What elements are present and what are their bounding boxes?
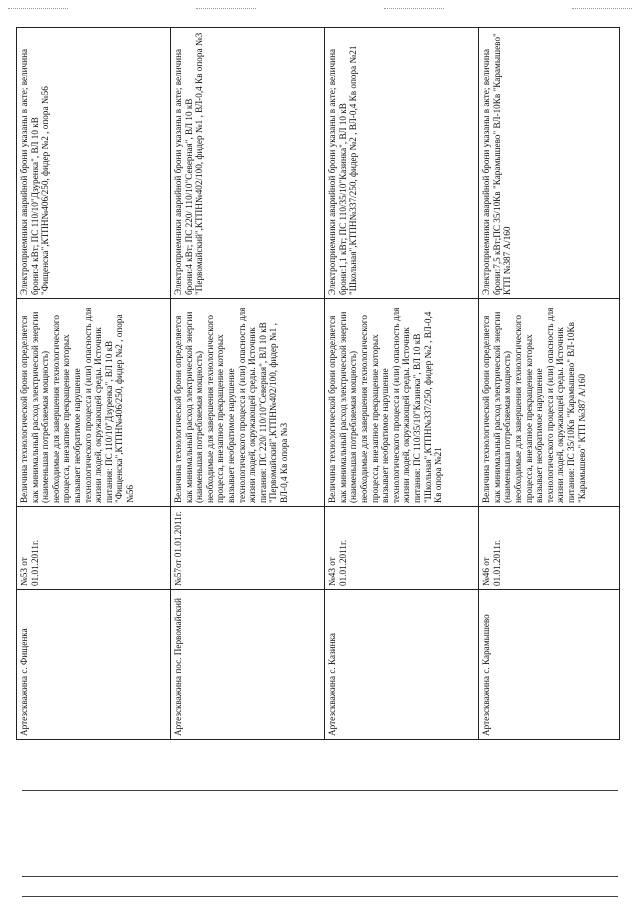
cell-document: №57от 01.01.2011г. <box>171 507 325 590</box>
scan-mark <box>8 8 68 9</box>
cell-act-details: Электроприемники аварийной брони указаны в акте; величина брони:4 кВт; ПС 110/10"Дзуренка", ВЛ 10 кВ "Фищенска",КТПН№406/250, фидер №2 , опора №56 <box>17 28 171 299</box>
cell-document: №53 от 01.01.2011г. <box>17 507 171 590</box>
cell-location: Артезскважина с. Казинка <box>325 590 479 740</box>
scan-mark <box>384 8 444 9</box>
cell-reserve-value: Величина технологической брони определяется как минимальный расход электрической энергии (наименьшая потребляемая мощность) необходимые для завершения технологического процесса, внезапное прекращение которых вызывает необратимое нарушение технологического процесса и (или) опасность для жизни людей, окружающей среды. Источник питания: ПС 220/ 110/10"Северная", ВЛ 10 кВ "Первомайский",КТПН№402/100, фидер №1 , ВЛ-0,4 Кв опора №3 <box>171 299 325 507</box>
table-row <box>17 28 171 740</box>
cell-document: №43 от 01.01.2011г. <box>325 507 479 590</box>
table-row <box>171 28 325 740</box>
scan-mark <box>196 8 256 9</box>
cell-act-details: Электроприемники аварийной брони указаны в акте; величина брони:4 кВт; ПС 220/ 110/10"Северная", ВЛ 10 кВ "Первомайский",КТПН№402/100, фидер №1 , ВЛ-0,4 Кв опора №3 <box>171 28 325 299</box>
cell-reserve-value: Величина технологической брони определяется как минимальный расход электрической энергии (наименьшая потребляемая мощность) необходимые для завершения технологического процесса, внезапное прекращение которых вызывает необратимое нарушение технологического процесса и (или) опасность для жизни людей, окружающей среды. Источник питания: ПС 35/10Кв "Карамышево" ВЛ-10Кв "Карамышево" КТП №387 А/160 <box>479 299 620 507</box>
table-row <box>479 28 620 740</box>
cell-document: №46 от 01.01.2011г. <box>479 507 620 590</box>
cell-location: Артезскважина с. Карамышево <box>479 590 620 740</box>
cell-location: Артезскважина с. Фищенка <box>17 590 171 740</box>
document-page <box>16 28 620 740</box>
page-rule <box>22 896 618 897</box>
scan-header-marks <box>8 8 632 14</box>
scan-mark <box>572 8 632 9</box>
cell-location: Артезскважина пос. Первомайский <box>171 590 325 740</box>
cell-act-details: Электроприемники аварийной брони указаны в акте; величина брони:7,5 кВт;ПС 35/10Кв "Карамышево" ВЛ-10Кв "Карамышево" КТП №387 А/160 <box>479 28 620 299</box>
table-row <box>325 28 479 740</box>
page-rule <box>22 876 618 877</box>
cell-reserve-value: Величина технологической брони определяется как минимальный расход электрической энергии (наименьшая потребляемая мощность) необходимые для завершения технологического процесса, внезапное прекращение которых вызывает необратимое нарушение технологического процесса и (или) опасность для жизни людей, окружающей среды. Источник питания: ПС 110/35/10"Казинка", ВЛ 10 кВ "Школьная",КТПН№337/250, фидер №2 , ВЛ-0,4 Кв опора №21 <box>325 299 479 507</box>
rotated-table-container <box>16 28 620 740</box>
reservation-table <box>16 27 620 740</box>
page-rule <box>22 790 618 791</box>
cell-reserve-value: Величина технологической брони определяется как минимальный расход электрической энергии (наименьшая потребляемая мощность) необходимые для завершения технологического процесса, внезапное прекращение которых вызывает необратимое нарушение технологического процесса и (или) опасность для жизни людей, окружающей среды. Источник питания: ПС 110/10"Дзуренка", ВЛ 10 кВ "Фищенска",КТПН№406/250, фидер №2 , опора №56 <box>17 299 171 507</box>
cell-act-details: Электроприемники аварийной брони указаны в акте; величина брони:1,1 кВт; ПС 110/35/10"Казинка", ВЛ 10 кВ "Школьная",КТПН№337/250, фидер №2 , ВЛ-0,4 Кв опора №21 <box>325 28 479 299</box>
